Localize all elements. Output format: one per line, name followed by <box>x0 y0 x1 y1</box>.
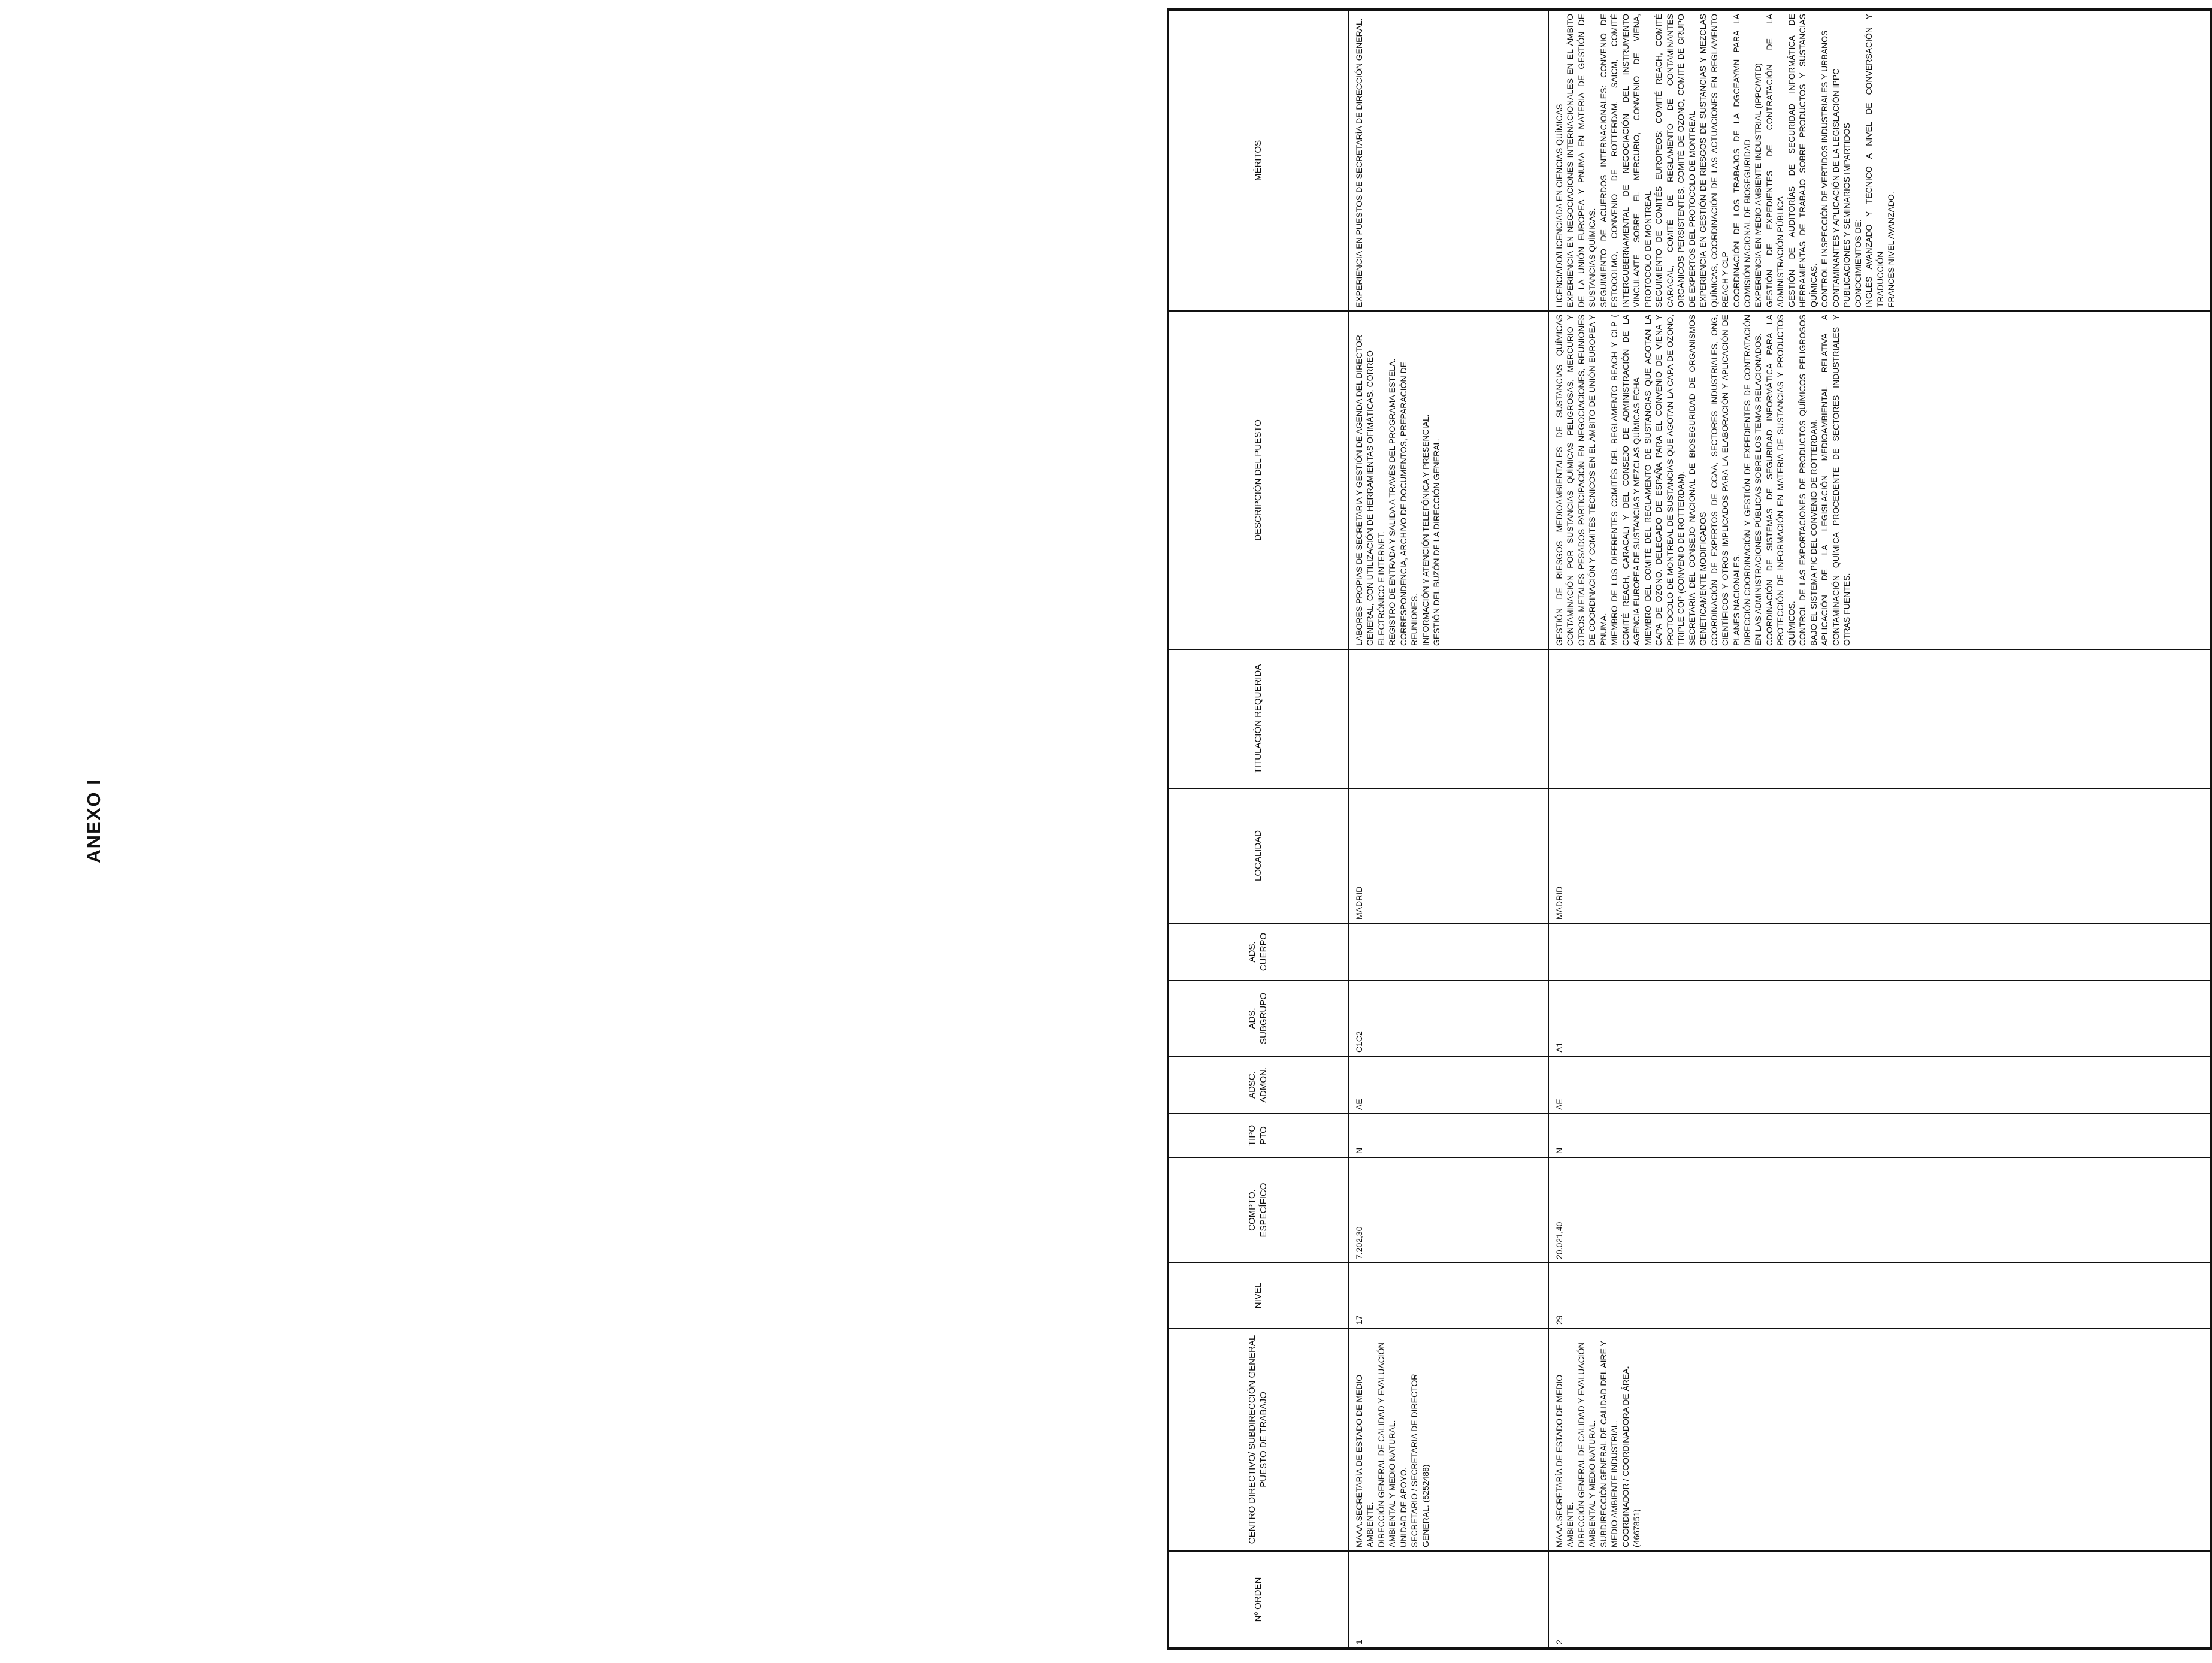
meritos-line: CONTAMINANTES Y APLICACIÓN DE LA LEGISLACIÓN IPPC <box>1830 68 1841 307</box>
cell-localidad: MADRID <box>1348 788 1548 923</box>
col-header-centro: CENTRO DIRECTIVO/ SUBDIRECCIÓN GENERAL PUESTO DE TRABAJO <box>1168 1328 1348 1551</box>
descripcion-line: CORRESPONDENCIA, ARCHIVO DE DOCUMENTOS, PREPARACIÓN DE REUNIONES. <box>1398 362 1420 646</box>
meritos-line: CONTROL E INSPECCIÓN DE VERTIDOS INDUSTRIALES Y URBANOS <box>1820 30 1830 307</box>
rotated-table-wrapper <box>1167 11 2194 1650</box>
descripcion-line: REGISTRO DE ENTRADA Y SALIDA A TRAVÉS DEL PROGRAMA ESTELA. <box>1387 358 1397 646</box>
cell-descripcion <box>1548 311 2211 649</box>
meritos-line: EXPERIENCIA EN PUESTOS DE SECRETARÍA DE DIRECCIÓN GENERAL. <box>1354 18 1364 307</box>
meritos-line: SEGUIMIENTO DE COMITÉS EUROPEOS: COMITÉ REACH, COMITÉ CARACAL, COMITÉ DE REGLAMENTO DE CONTAMINANTES ORGÁNICOS PERSISTENTES, COMITÉ DE OZONO, COMITÉ DE GRUPO DE EXPERTOS DEL PROTOCOLO DE MONTREAL <box>1654 14 1697 307</box>
cell-subgrupo: A1 <box>1548 981 2211 1056</box>
header-row <box>1168 10 1348 1649</box>
cell-nivel: 17 <box>1348 1263 1548 1328</box>
descripcion-line: CONTROL DE LAS EXPORTACIONES DE PRODUCTOS QUÍMICOS PELIGROSOS BAJO EL SISTEMA PIC DEL CONVENIO DE ROTTERDAM. <box>1798 315 1818 646</box>
cell-nivel: 29 <box>1548 1263 2211 1328</box>
cell-compto: 20.021,40 <box>1548 1157 2211 1263</box>
descripcion-line: MIEMBRO DE LOS DIFERENTES COMITÉS DEL REGLAMENTO REACH Y CLP ( COMITÉ REACH, CARACAL) Y DEL CONSEJO DE ADMINISTRACIÓN DE LA AGENCIA EUROPEA DE SUSTANCIAS Y MEZCLAS QUÍMICAS ECHA <box>1609 315 1642 646</box>
descripcion-line: LABORES PROPIAS DE SECRETARIA Y GESTIÓN DE AGENDA DEL DIRECTOR GENERAL, CON UTILIZACIÓN DE HERRAMIENTAS OFIMÁTICAS, CORREO ELECTRÓNICO E INTERNET. <box>1354 335 1386 646</box>
cell-admon: AE <box>1348 1056 1548 1114</box>
cell-tipo: N <box>1348 1114 1548 1157</box>
descripcion-line: DIRECCIÓN-COORDINACIÓN Y GESTIÓN DE EXPEDIENTES DE CONTRATACIÓN EN LAS ADMINISTRACIONES PÚBLICAS SOBRE LOS TEMAS RELACIONADOS. <box>1742 315 1763 646</box>
col-header-compto: COMPTO. ESPECÍFICO <box>1168 1157 1348 1263</box>
cell-descripcion <box>1348 311 1548 649</box>
table-row <box>1548 10 2211 1649</box>
centro-line: COORDINADOR / COORDINADORA DE ÁREA. (4667851) <box>1620 1366 1642 1547</box>
col-header-subgrupo: ADS. SUBGRUPO <box>1168 981 1348 1056</box>
meritos-line: COORDINACIÓN DE LOS TRABAJOS DE LA DGCEAYMN PARA LA COMISIÓN NACIONAL DE BIOSEGURIDAD <box>1731 14 1752 307</box>
meritos-line: EXPERIENCIA EN NEGOCIACIONES INTERNACIONALES EN EL ÁMBITO DE LA UNIÓN EUROPEA Y PNUMA EN MATERIA DE GESTIÓN DE SUSTANCIAS QUÍMICAS. <box>1565 14 1597 307</box>
meritos-line: EXPERIENCIA EN GESTIÓN DE RIESGOS DE SUSTANCIAS Y MEZCLAS QUÍMICAS, COORDINACIÓN DE LAS ACTUACIONES EN REGLAMENTO REACH Y CLP <box>1698 14 1730 307</box>
centro-line: MAAA.SECRETARÍA DE ESTADO DE MEDIO AMBIENTE. <box>1354 1374 1375 1547</box>
cell-tipo: N <box>1548 1114 2211 1157</box>
positions-table <box>1167 8 2212 1650</box>
meritos-line: CONOCIMIENTOS DE: <box>1853 219 1863 307</box>
col-header-localidad: LOCALIDAD <box>1168 788 1348 923</box>
meritos-line: FRANCÉS NIVEL AVANZADO. <box>1886 192 1896 307</box>
col-header-nivel: NIVEL <box>1168 1263 1348 1328</box>
cell-orden: 1 <box>1348 1551 1548 1649</box>
centro-line: SUBDIRECCIÓN GENERAL DE CALIDAD DEL AIRE Y MEDIO AMBIENTE INDUSTRIAL. <box>1598 1341 1620 1547</box>
col-header-tipo: TIPO PTO <box>1168 1114 1348 1157</box>
centro-line: DIRECCIÓN GENERAL DE CALIDAD Y EVALUACIÓN AMBIENTAL Y MEDIO NATURAL. <box>1376 1342 1397 1547</box>
cell-localidad: MADRID <box>1548 788 2211 923</box>
descripcion-line: GESTIÓN DEL BUZÓN DE LA DIRECCIÓN GENERAL. <box>1432 437 1442 646</box>
cell-centro <box>1548 1328 2211 1551</box>
descripcion-line: INFORMACIÓN Y ATENCIÓN TELEFÓNICA Y PRESENCIAL. <box>1420 414 1430 646</box>
col-header-admon: ADSC. ADMON. <box>1168 1056 1348 1114</box>
page-title: ANEXO I <box>83 778 104 863</box>
descripcion-line: APLICACIÓN DE LA LEGISLACIÓN MEDIOAMBIENTAL RELATIVA A CONTAMINACIÓN QUÍMICA PROCEDENTE DE SECTORES INDUSTRIALES Y OTRAS FUENTES. <box>1820 315 1852 646</box>
descripcion-line: MIEMBRO DEL COMITÉ DEL REGLAMENTO DE SUSTANCIAS QUE AGOTAN LA CAPA DE OZONO. DELEGADO DE ESPAÑA PARA EL CONVENIO DE VIENA Y PROTOCOLO DE MONTREAL DE SUSTANCIAS QUE AGOTAN LA CAPA DE OZONO, TRIPLE COP (CONVENIO DE ROTTERDAM). <box>1642 315 1686 646</box>
cell-orden: 2 <box>1548 1551 2211 1649</box>
descripcion-line: GESTIÓN DE RIESGOS MEDIOAMBIENTALES DE SUSTANCIAS QUÍMICAS CONTAMINACIÓN POR SUSTANCIAS QUÍMICAS PELIGROSAS, MERCURIO Y OTROS METALES PESADOS PARTICIPACIÓN EN NEGOCIACIONES, REUNIONES DE COORDINACIÓN Y COMITÉS TÉCNICOS EN EL ÁMBITO DE UNIÓN EUROPEA Y PNUMA. <box>1554 315 1608 646</box>
descripcion-line: COORDINACIÓN DE SISTEMAS DE SEGURIDAD INFORMÁTICA PARA LA PROTECCIÓN DE INFORMACIÓN EN MATERIA DE SUSTANCIAS Y PRODUCTOS QUÍMICOS. <box>1764 315 1796 646</box>
meritos-line: PUBLICACIONES Y SEMINARIOS IMPARTIDOS <box>1842 123 1852 307</box>
meritos-line: GESTIÓN DE EXPEDIENTES DE CONTRATACIÓN DE LA ADMINISTRACIÓN PÚBLICA <box>1764 14 1786 307</box>
cell-cuerpo <box>1548 923 2211 981</box>
meritos-line: SEGUIMIENTO DE ACUERDOS INTERNACIONALES: CONVENIO DE ESTOCOLMO, CONVENIO DE ROTTERDAM, SAICM, COMITÉ INTERGUBERNAMENTAL DE NEGOCIACIÓN DEL INSTRUMENTO VINCULANTE SOBRE EL MERCURIO, CONVENIO DE VIENA, PROTOCOLO DE MONTREAL <box>1598 14 1653 307</box>
cell-meritos <box>1348 10 1548 311</box>
col-header-orden: Nº ORDEN <box>1168 1551 1348 1649</box>
cell-admon: AE <box>1548 1056 2211 1114</box>
meritos-line: EXPERIENCIA EN MEDIO AMBIENTE INDUSTRIAL (IPPC/MTD) <box>1753 63 1763 307</box>
col-header-meritos: MÉRITOS <box>1168 10 1348 311</box>
cell-compto: 7.202,30 <box>1348 1157 1548 1263</box>
cell-titulacion <box>1548 649 2211 788</box>
meritos-line: GESTIÓN DE AUDITORÍAS DE SEGURIDAD INFORMÁTICA DE HERRAMIENTAS DE TRABAJO SOBRE PRODUCTOS Y SUSTANCIAS QUÍMICAS. <box>1786 14 1818 307</box>
cell-titulacion <box>1348 649 1548 788</box>
table-row <box>1348 10 1548 1649</box>
centro-line: DIRECCIÓN GENERAL DE CALIDAD Y EVALUACIÓN AMBIENTAL Y MEDIO NATURAL. <box>1576 1342 1597 1547</box>
meritos-line: LICENCIADO/LICENCIADA EN CIENCIAS QUÍMICAS <box>1554 104 1564 307</box>
descripcion-line: SECRETARÍA DEL CONSEJO NACIONAL DE BIOSEGURIDAD DE ORGANISMOS GENÉTICAMENTE MODIFICADOS <box>1687 315 1708 646</box>
cell-meritos <box>1548 10 2211 311</box>
centro-line: SECRETARIO / SECRETARIA DE DIRECTOR GENERAL. (5252488) <box>1409 1374 1430 1547</box>
cell-centro <box>1348 1328 1548 1551</box>
centro-line: MAAA.SECRETARÍA DE ESTADO DE MEDIO AMBIENTE. <box>1554 1374 1575 1547</box>
centro-line: UNIDAD DE APOYO. <box>1398 1467 1408 1547</box>
col-header-descripcion: DESCRIPCIÓN DEL PUESTO <box>1168 311 1348 649</box>
col-header-cuerpo: ADS. CUERPO <box>1168 923 1348 981</box>
cell-cuerpo <box>1348 923 1548 981</box>
descripcion-line: COORDINACIÓN DE EXPERTOS DE CCAA, SECTORES INDUSTRIALES, ONG, CIENTÍFICOS Y OTROS IMPLICADOS PARA LA ELABORACIÓN Y APLICACIÓN DE PLANES NACIONALES. <box>1709 315 1741 646</box>
meritos-line: INGLÉS AVANZADO Y TÉCNICO A NIVEL DE CONVERSACIÓN Y TRADUCCIÓN <box>1864 14 1885 307</box>
col-header-titulacion: TITULACIÓN REQUERIDA <box>1168 649 1348 788</box>
cell-subgrupo: C1C2 <box>1348 981 1548 1056</box>
